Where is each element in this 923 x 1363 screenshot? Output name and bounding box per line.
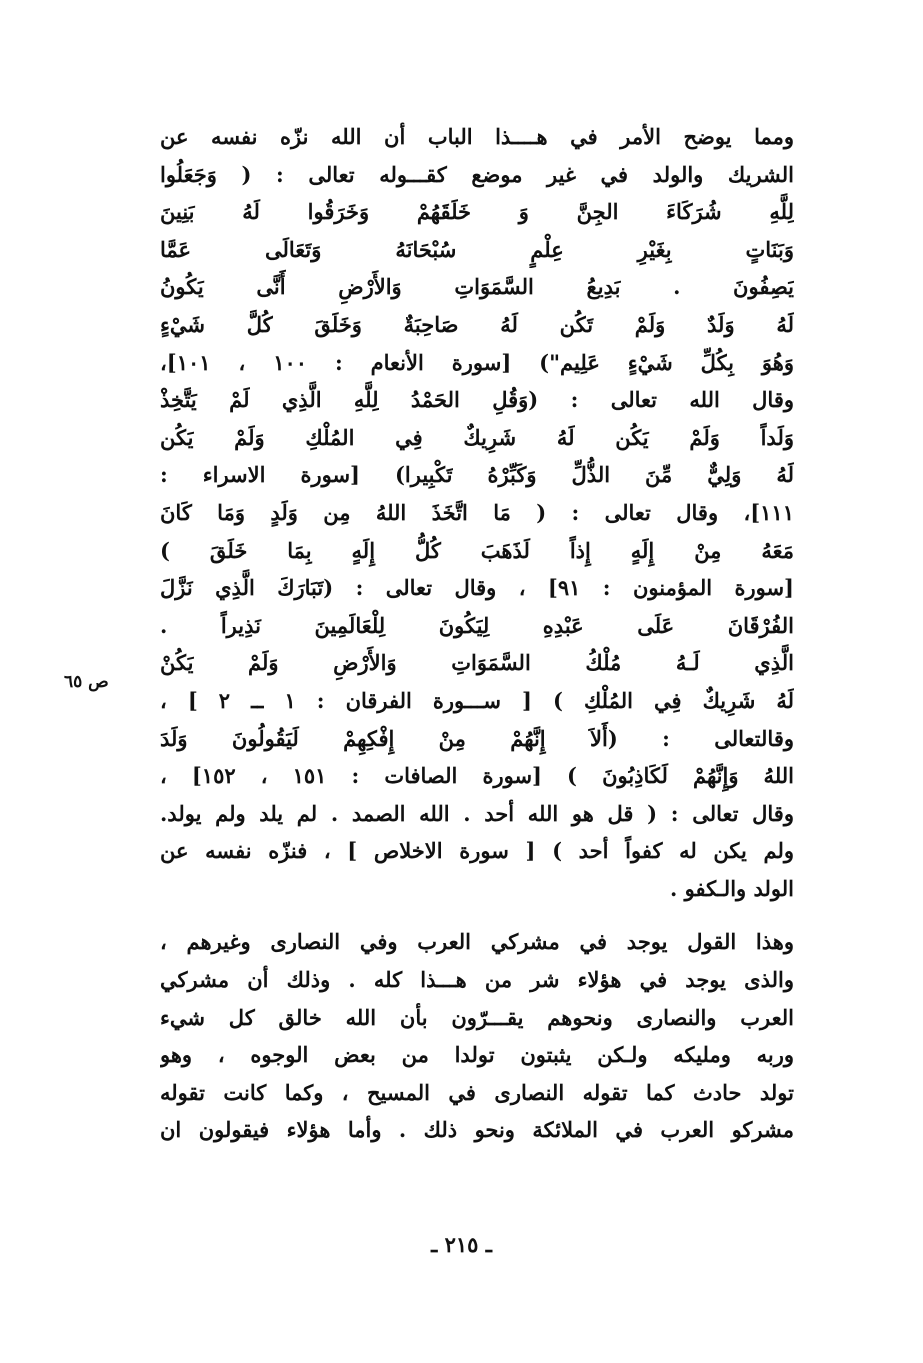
text-line: لَهُ شَرِيكٌ فِي المُلْكِ ) [ ســـورة الفرقان : ١ ــ ٢ ] ، [160,687,794,713]
text-line: ١١١]، وقال تعالى : ( مَا اتَّخَذَ اللهُ مِن وَلَدٍ وَمَا كَانَ [160,499,794,525]
paragraph-2 [160,923,794,1149]
text-line: الشريك والولد في غير موضع كقـــوله تعالى : ( وَجَعَلُوا [160,161,794,187]
text-line: والذى يوجد في هؤلاء شر من هـــذا كله . وذلك أن مشركي [160,967,794,993]
text-line: مَعَهُ مِنْ إِلَهٍ إِذاً لَذَهَبَ كُلُّ إِلَهٍ بِمَا خَلَقَ ) [160,537,794,563]
text-line: مشركو العرب في الملائكة ونحو ذلك . وأما هؤلاء فيقولون ان [160,1117,794,1143]
text-line: تولد حادث كما تقوله النصارى في المسيح ، وكما كانت تقوله [160,1079,794,1105]
text-line: وربه ومليكه ولـكن يثبتون تولدا من بعض الوجوه ، وهو [160,1042,794,1068]
text-line: وقالتعالى : (أَلاَ إِنَّهُمْ مِنْ إِفْكِهِمْ لَيَقُولُونَ وَلَدَ [160,725,794,751]
page-number: ـ ٢١٥ ـ [431,1232,492,1257]
text-line: لَهُ وَلَدٌ وَلَمْ تَكُن لَهُ صَاحِبَةٌ وَخَلَقَ كُلَّ شَيْءٍ [160,311,794,337]
text-line: وقال تعالى : ( قل هو الله أحد . الله الصمد . لم يلد ولم يولد. [160,800,794,826]
text-line: لَهُ وَلِيٌّ مِّنَ الذُّلِّ وَكَبِّرْهُ تَكْبِيرا) [سورة الاسراء : [160,462,794,488]
text-line: وَبَنَاتٍ بِغَيْرِ عِلْمٍ سُبْحَانَهُ وَتَعَالَى عَمَّا [160,236,794,262]
text-line: ومما يوضح الأمر في هــــذا الباب أن الله نزّه نفسه عن [160,124,794,149]
text-line: وقال الله تعالى : (وَقُلِ الحَمْدُ لِلَّهِ الَّذِي لَمْ يَتَّخِذْ [160,387,794,413]
main-text [160,118,794,1149]
text-line: ولم يكن له كفواً أحد ) [ سورة الاخلاص ] ، فنزّه نفسه عن [160,838,794,864]
margin-page-reference: ص ٦٥ [64,672,109,692]
text-line: وَهُوَ بِكُلِّ شَيْءٍ عَلِيم") [سورة الأنعام : ١٠٠ ، ١٠١]، [160,349,794,375]
text-line: اللهُ وَإِنَّهُمْ لَكَاذِبُونَ ) [سورة الصافات : ١٥١ ، ١٥٢] ، [160,763,794,789]
text-line: [سورة المؤمنون : ٩١] ، وقال تعالى : (تَبَارَكَ الَّذِي نَزَّلَ [160,575,794,601]
paragraph-spacer [160,907,794,923]
text-line: الفُرْقَانَ عَلَى عَبْدِهِ لِيَكُونَ لِلْعَالَمِينَ نَذِيراً . [160,612,794,638]
text-line: وَلَداً وَلَمْ يَكُن لَهُ شَرِيكٌ فِي المُلْكِ وَلَمْ يَكُن [160,424,794,450]
text-line: وهذا القول يوجد في مشركي العرب وفي النصارى وغيرهم ، [160,929,794,955]
text-line: العرب والنصارى ونحوهم يقـــرّون بأن الله خالق كل شيء [160,1004,794,1030]
text-line: يَصِفُونَ . بَدِيعُ السَّمَوَاتِ وَالأَرْضِ أَنَّى يَكُونُ [160,274,794,300]
paragraph-1 [160,118,794,907]
text-line: الَّذِي لَـهُ مُلْكُ السَّمَوَاتِ وَالأَرْضِ وَلَمْ يَكُنْ [160,650,794,676]
text-line: لِلَّهِ شُرَكَاءَ الجِنَّ وَ خَلَقَهُمْ وَخَرَقُوا لَهُ بَنِينَ [160,199,794,225]
text-line: الولد والـكفو . [669,875,794,901]
